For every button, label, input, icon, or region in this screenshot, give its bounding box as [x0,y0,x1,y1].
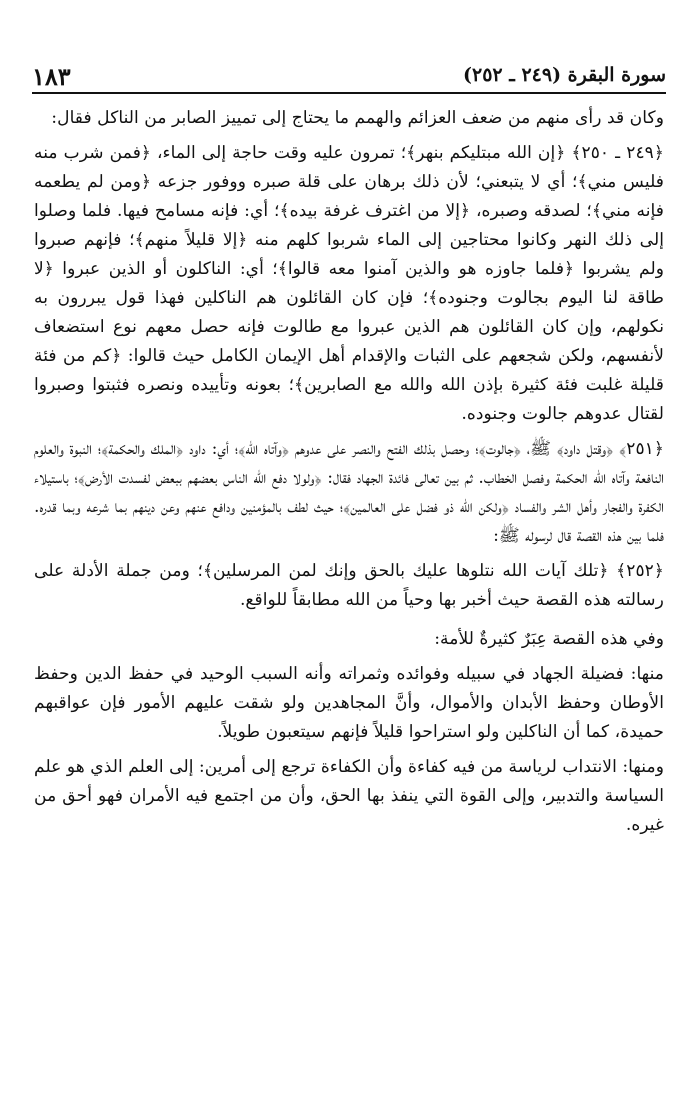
body-text [34,104,664,846]
paragraph-intro: وكان قد رأى منهم من ضعف العزائم والهمم ما يحتاج إلى تمييز الصابر من الناكل فقال: [51,108,664,128]
paragraph-verse-251: ﴿٢٥١﴾ ﴿وقتل داود﴾ ﷺ، ﴿جالوت﴾؛ وحصل بذلك الفتح والنصر على عدوهم ﴿وآتاه الله﴾؛ أي: داود ﴿الملك والحكمة﴾؛ النبوة والعلوم النافعة وآتاه الله الحكمة وفصل الخطاب. ثم بين تعالى فائدة الجهاد فقال: ﴿ولولا دفع الله الناس بعضهم ببعض لفسدت الأرض﴾؛ باستيلاء الكفرة والفجار وأهل الشر والفساد ﴿ولكن الله ذو فضل على العالمين﴾؛ حيث لطف بالمؤمنين ودافع عنهم وعن دينهم بما شرعه وبما قدره. فلما بين هذه القصة قال لرسوله ﷺ: [34,439,664,546]
paragraph-lesson-2: ومنها: الانتداب لرياسة من فيه كفاءة وأن الكفاءة ترجع إلى أمرين: إلى العلم الذي هو علم السياسة والتدبير، وإلى القوة التي ينفذ بها الحق، وأن من اجتمع فيه الأمران فهو أحق من غيره. [34,757,664,835]
paragraph-verse-252: ﴿٢٥٢﴾ ﴿تلك آيات الله نتلوها عليك بالحق وإنك لمن المرسلين﴾؛ ومن جملة الأدلة على رسالته هذه القصة حيث أخبر بها وحياً من الله مطابقاً للواقع. [34,561,664,610]
paragraph-verses-249-250: ﴿٢٤٩ ـ ٢٥٠﴾ ﴿إن الله مبتليكم بنهر﴾؛ تمرون عليه وقت حاجة إلى الماء، ﴿فمن شرب منه فليس مني﴾؛ أي لا يتبعني؛ لأن ذلك برهان على قلة صبره ووفور جزعه ﴿ومن لم يطعمه فإنه مني﴾؛ لصدقه وصبره، ﴿إلا من اغترف غرفة بيده﴾؛ أي: فإنه مسامح فيها. فلما وصلوا إلى ذلك النهر وكانوا محتاجين إلى الماء شربوا كلهم منه ﴿إلا قليلاً منهم﴾؛ فإنهم صبروا ولم يشربوا ﴿فلما جاوزه هو والذين آمنوا معه قالوا﴾؛ أي: الناكلون أو الذين عبروا ﴿لا طاقة لنا اليوم بجالوت وجنوده﴾؛ فإن كان القائلون هم الناكلين فهذا قول يبررون به نكولهم، وإن كان القائلون هم الذين عبروا مع طالوت فإنه حصل معهم نوع استضعاف لأنفسهم، ولكن شجعهم على الثبات والإقدام أهل الإيمان الكامل حيث قالوا: ﴿كم من فئة قليلة غلبت فئة كثيرة بإذن الله والله مع الصابرين﴾؛ بعونه وتأييده ونصره فثبتوا وصبروا لقتال عدوهم جالوت وجنوده. [34,143,664,424]
paragraph-lesson-1: منها: فضيلة الجهاد في سبيله وفوائده وثمراته وأنه السبب الوحيد في حفظ الدين وحفظ الأوطان وحفظ الأبدان والأموال، وأنَّ المجاهدين ولو شقت عليهم الأمور فإن عواقبهم حميدة، كما أن الناكلين ولو استراحوا قليلاً فإنهم سيتعبون طويلاً. [34,664,664,742]
page-header [32,62,666,94]
paragraph-lessons-heading: وفي هذه القصة عِبَرٌ كثيرةٌ للأمة: [434,629,664,649]
running-title: سورة البقرة (٢٤٩ ـ ٢٥٢) [463,64,666,86]
page-number: ١٨٣ [32,62,71,91]
